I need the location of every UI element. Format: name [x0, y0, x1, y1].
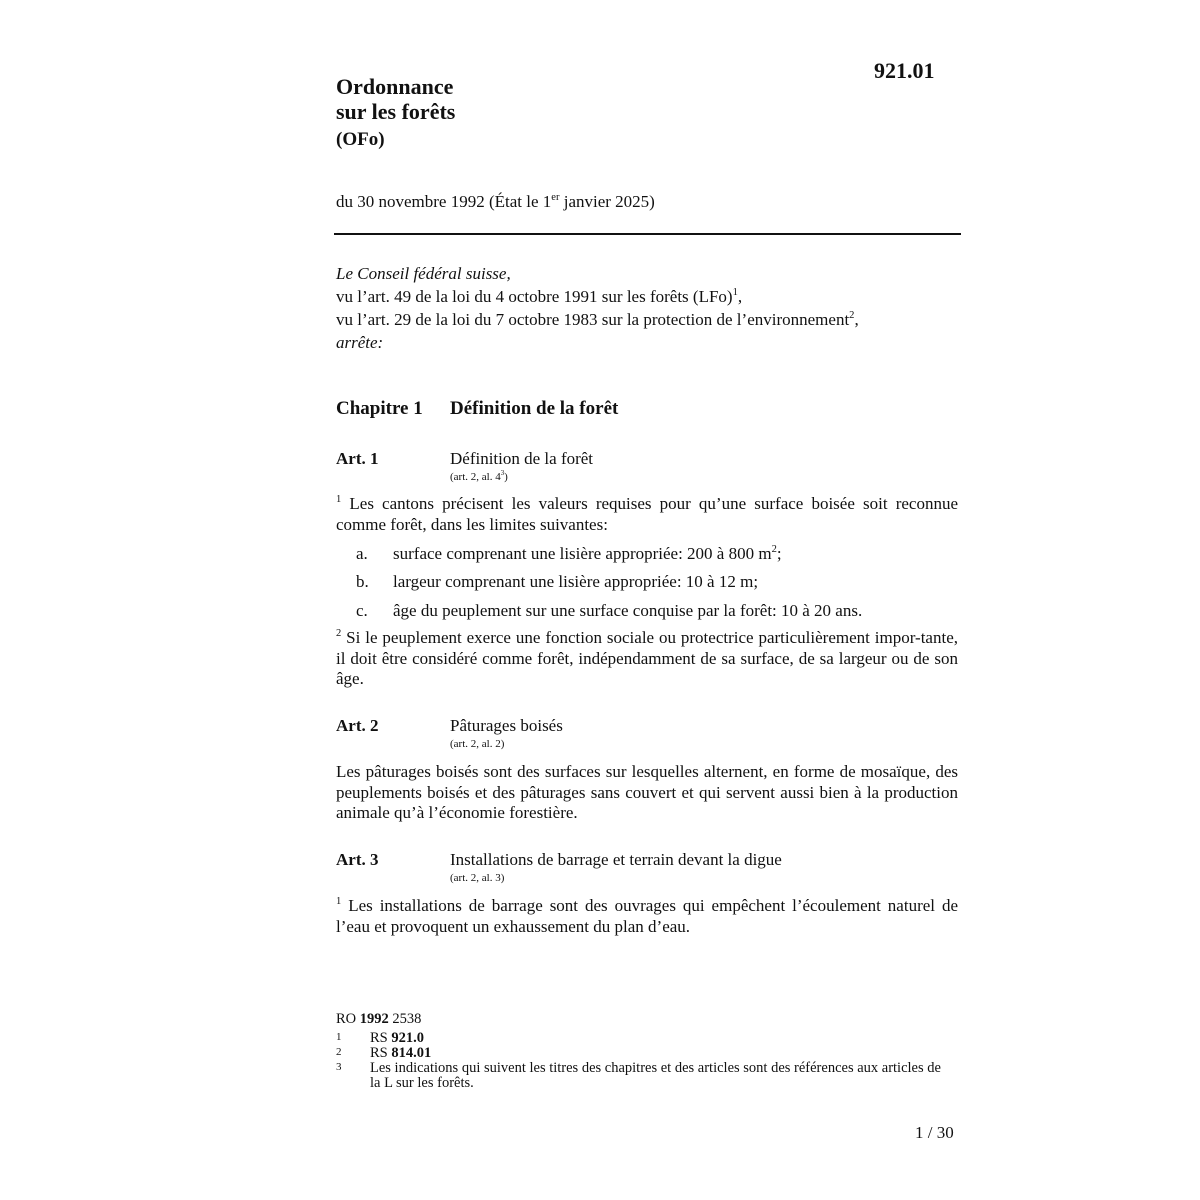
list-item: c. âge du peuplement sur une surface conquise par la forêt: 10 à 20 ans.	[356, 601, 863, 620]
article-reference: (art. 2, al. $4^3$)	[450, 470, 508, 483]
footnote-2: 2 RS 814.01	[336, 1045, 432, 1061]
article-1-paragraph-1: $^1$ Les cantons précisent les valeurs requises pour qu’une surface boisée soit reconnue comme forêt, dans les limites suivantes:	[336, 493, 958, 534]
footnote-ref-1[interactable]: 1	[732, 286, 738, 298]
article-title: Définition de la forêt	[450, 449, 594, 468]
preamble-vu-2: vu l’art. 29 de la loi du 7 octobre 1983 sur la protection de l’environnement$^2$,	[336, 309, 859, 329]
official-compilation-ref: RO 1992 2538	[336, 1011, 422, 1027]
date-suffix: janvier 2025)	[559, 192, 655, 211]
document-number: 921.01	[874, 58, 935, 83]
article-title: Installations de barrage et terrain devant la digue	[450, 850, 782, 869]
title-abbreviation: (OFo)	[336, 129, 385, 150]
footnote-1: 1 RS 921.0	[336, 1030, 424, 1046]
article-2-heading	[336, 716, 563, 751]
chapter-heading	[336, 398, 618, 420]
footnotes	[336, 1011, 946, 1091]
footnote-ref-3[interactable]: 3	[500, 470, 505, 478]
footnote-link[interactable]: 921.0	[391, 1030, 424, 1046]
chapter-title: Définition de la forêt	[450, 398, 619, 419]
list-item: b. largeur comprenant une lisière appropriée: 10 à 12 m;	[356, 572, 759, 591]
date-line	[336, 192, 655, 212]
footnote-3: 3 Les indications qui suivent les titres des chapitres et des articles sont des références aux articles de la L sur les forêts.	[336, 1060, 941, 1091]
document-title	[336, 74, 455, 152]
preamble	[336, 263, 966, 355]
article-number: Art. 2	[336, 716, 379, 735]
article-reference: (art. 2, al. 3)	[450, 872, 505, 884]
date-prefix: du 30 novembre 1992 (État le 1	[336, 192, 552, 211]
header-divider	[334, 233, 961, 235]
page-number: 1 / 30	[915, 1123, 954, 1142]
preamble-vu-1: vu l’art. 49 de la loi du 4 octobre 1991 sur les forêts (LFo)$^1$,	[336, 286, 743, 306]
article-title: Pâturages boisés	[450, 716, 563, 735]
preamble-authority: Le Conseil fédéral suisse,	[336, 264, 511, 283]
article-reference: (art. 2, al. 2)	[450, 738, 505, 750]
article-1-paragraph-2: $^2$ Si le peuplement exerce une fonction sociale ou protectrice particulièrement impor-tante, il doit être considéré comme forêt, indépendamment de sa surface, de sa largeur ou de son âge.	[336, 627, 958, 688]
title-line-1: Ordonnance	[336, 74, 454, 99]
paragraph-number: 1	[336, 895, 342, 907]
article-3-heading	[336, 850, 782, 885]
date-superscript: er	[551, 191, 560, 203]
list-letter: b.	[356, 572, 369, 591]
chapter-number: Chapitre 1	[336, 398, 423, 419]
list-letter: a.	[356, 544, 368, 563]
paragraph-number: 2	[336, 627, 342, 639]
list-item: a. surface comprenant une lisière appropriée: 200 à 800 $m^2$;	[356, 543, 782, 563]
paragraph-number: 1	[336, 493, 342, 505]
footnote-link[interactable]: 814.01	[391, 1045, 432, 1061]
article-number: Art. 1	[336, 449, 379, 468]
article-number: Art. 3	[336, 850, 379, 869]
footnote-ref-2[interactable]: 2	[849, 309, 855, 321]
article-1-heading	[336, 449, 593, 484]
title-line-2: sur les forêts	[336, 99, 456, 124]
list-letter: c.	[356, 601, 368, 620]
preamble-decree: arrête:	[336, 333, 384, 352]
article-3-paragraph-1: $^1$ Les installations de barrage sont des ouvrages qui empêchent l’écoulement naturel de l’eau et provoquent un exhaussement du plan d’eau.	[336, 895, 958, 936]
article-2-text: Les pâturages boisés sont des surfaces sur lesquelles alternent, en forme de mosaïque, des peuplements boisés et des pâturages sans couvert et qui servent aussi bien à la production animale qu’à l’économie forestière.	[336, 762, 958, 822]
